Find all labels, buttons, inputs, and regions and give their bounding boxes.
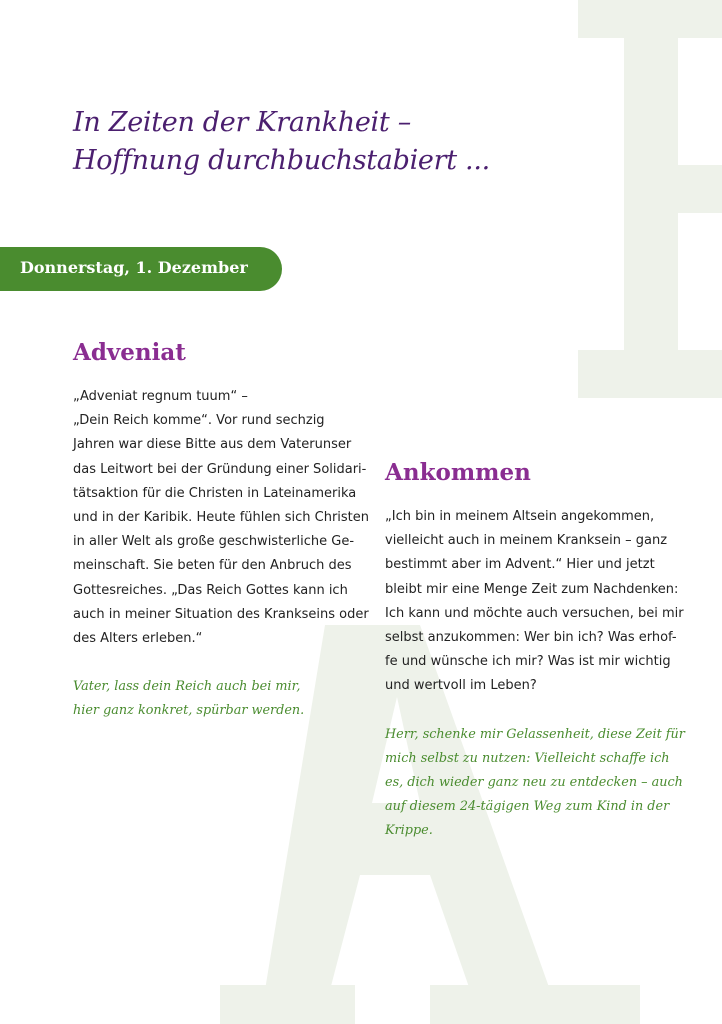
section-heading: Adveniat xyxy=(73,339,186,366)
body-line: bleibt mir eine Menge Zeit zum Nachdenken: xyxy=(385,581,679,597)
section-adveniat xyxy=(73,336,373,724)
body-line: und in der Karibik. Heute fühlen sich Christen xyxy=(73,510,370,526)
body-line: Gottesreiches. „Das Reich Gottes kann ich xyxy=(73,582,348,598)
section-heading: Ankommen xyxy=(385,459,531,486)
title-line-2: Hoffnung durchbuchstabiert ... xyxy=(73,145,490,176)
body-line: auch in meiner Situation des Krankseins oder xyxy=(73,606,369,622)
section-ankommen xyxy=(385,456,685,844)
body-line: und wertvoll im Leben? xyxy=(385,678,537,694)
watermark-letter-h-icon xyxy=(578,0,722,398)
date-label: Donnerstag, 1. Dezember xyxy=(20,258,248,277)
page-title xyxy=(73,104,490,180)
prayer-line: mich selbst zu nutzen: Vielleicht schaffe ich xyxy=(385,750,670,766)
prayer-line: Vater, lass dein Reich auch bei mir, xyxy=(73,679,301,695)
body-line: das Leitwort bei der Gründung einer Solidari- xyxy=(73,461,367,477)
prayer-line: Krippe. xyxy=(385,823,433,839)
body-line: meinschaft. Sie beten für den Anbruch des xyxy=(73,558,352,574)
prayer-line: hier ganz konkret, spürbar werden. xyxy=(73,703,305,719)
body-line: bestimmt aber im Advent.“ Hier und jetzt xyxy=(385,557,655,573)
date-banner xyxy=(0,247,282,291)
body-line: tätsaktion für die Christen in Lateinamerika xyxy=(73,485,357,501)
body-line: in aller Welt als große geschwisterliche Ge- xyxy=(73,534,355,550)
body-line: „Dein Reich komme“. Vor rund sechzig xyxy=(73,413,325,429)
section-prayer xyxy=(385,723,685,844)
body-line: Ich kann und möchte auch versuchen, bei mir xyxy=(385,605,684,621)
body-line: Jahren war diese Bitte aus dem Vaterunser xyxy=(73,437,352,453)
section-body xyxy=(385,505,685,699)
body-line: „Ich bin in meinem Altsein angekommen, xyxy=(385,509,655,524)
section-prayer xyxy=(73,675,373,723)
prayer-line: es, dich wieder ganz neu zu entdecken – auch xyxy=(385,775,683,791)
body-line: fe und wünsche ich mir? Was ist mir wichtig xyxy=(385,654,671,670)
body-line: „Adveniat regnum tuum“ – xyxy=(73,389,248,404)
body-line: selbst anzukommen: Wer bin ich? Was erhof- xyxy=(385,630,677,646)
body-line: vielleicht auch in meinem Kranksein – ganz xyxy=(385,533,668,549)
section-body xyxy=(73,385,373,651)
title-line-1: In Zeiten der Krankheit – xyxy=(73,107,411,138)
prayer-line: Herr, schenke mir Gelassenheit, diese Zeit für xyxy=(385,726,685,742)
prayer-line: auf diesem 24-tägigen Weg zum Kind in der xyxy=(385,799,670,815)
body-line: des Alters erleben.“ xyxy=(73,631,203,647)
